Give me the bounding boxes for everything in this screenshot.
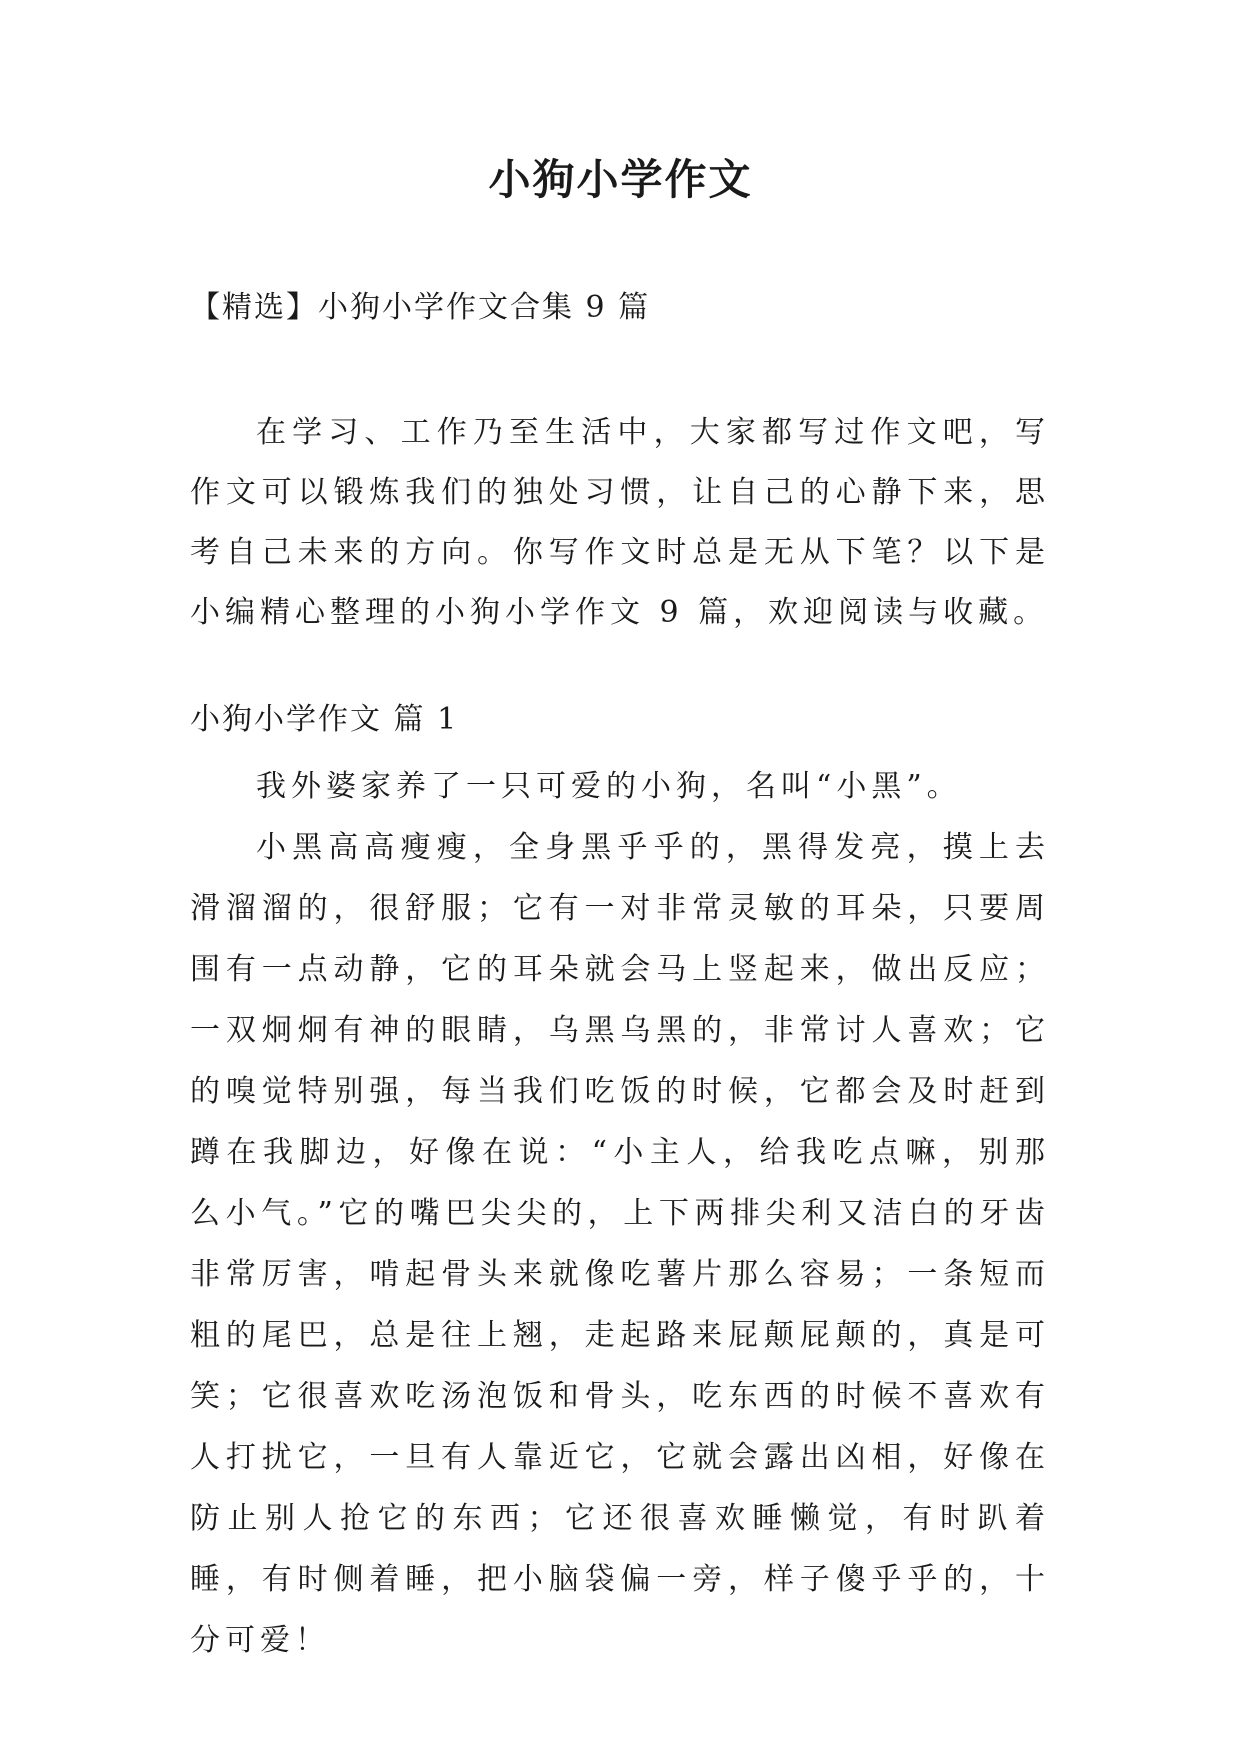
section-heading: 小狗小学作文 篇 1 bbox=[190, 702, 459, 737]
body-paragraph-1: 我外婆家养了一只可爱的小狗，名叫“小黑”。 bbox=[256, 769, 962, 804]
document-title: 小狗小学作文 bbox=[488, 155, 753, 204]
body-paragraph-2: 小黑高高瘦瘦，全身黑乎乎的，黑得发亮，摸上去滑溜溜的，很舒服；它有一对非常灵敏的耳朵，只要周围有一点动静，它的耳朵就会马上竖起来，做出反应；一双炯炯有神的眼睛，乌黑乌黑的，非常讨人喜欢；它的嗅觉特别强，每当我们吃饭的时候，它都会及时赶到蹲在我脚边，好像在说：“小主人，给我吃点嘛，别那么小气。”它的嘴巴尖尖的，上下两排尖利又洁白的牙齿非常厉害，啃起骨头来就像吃薯片那么容易；一条短而粗的尾巴，总是往上翘，走起路来屁颠屁颠的，真是可笑；它很喜欢吃汤泡饭和骨头，吃东西的时候不喜欢有人打扰它，一旦有人靠近它，它就会露出凶相，好像在防止别人抢它的东西；它还很喜欢睡懒觉，有时趴着睡，有时侧着睡，把小脑袋偏一旁，样子傻乎乎的，十分可爱！ bbox=[190, 830, 1050, 1658]
document-subtitle: 【精选】小狗小学作文合集 9 篇 bbox=[190, 290, 651, 325]
intro-paragraph: 在学习、工作乃至生活中，大家都写过作文吧，写作文可以锻炼我们的独处习惯，让自己的心静下来，思考自己未来的方向。你写作文时总是无从下笔？以下是小编精心整理的小狗小学作文 9 篇，欢迎阅读与收藏。 bbox=[190, 415, 1050, 630]
